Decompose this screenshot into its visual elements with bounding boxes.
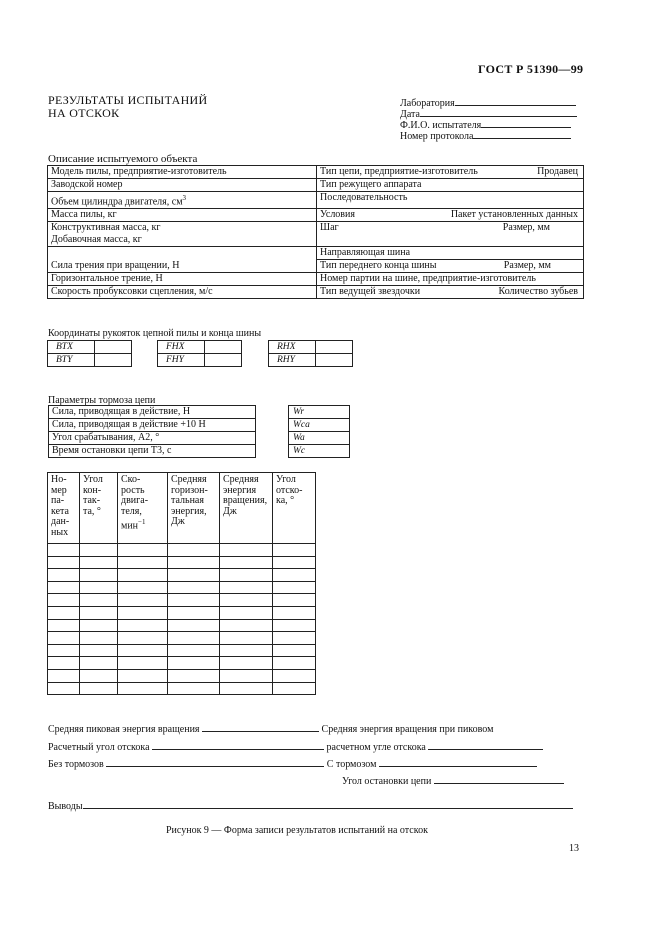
table-row <box>49 406 256 419</box>
result-cell[interactable] <box>220 644 273 657</box>
description-title: Описание испытуемого объекта <box>48 153 198 165</box>
description-cell[interactable]: Направляющая шина Тип переднего конца шины Размер, мм <box>317 247 584 273</box>
result-cell[interactable] <box>118 606 168 619</box>
brake-label: Время остановки цепи Т3, с <box>49 445 256 458</box>
line-chain-stop-angle[interactable]: Угол остановки цепи <box>342 774 564 787</box>
brake-title: Параметры тормоза цепи <box>48 395 156 406</box>
field-date[interactable]: Дата <box>400 107 577 120</box>
description-table <box>47 165 584 299</box>
result-cell[interactable] <box>118 581 168 594</box>
table-row <box>269 354 353 367</box>
results-table <box>47 472 316 695</box>
result-cell[interactable] <box>168 682 220 695</box>
result-cell[interactable] <box>220 632 273 645</box>
table-row <box>48 354 132 367</box>
result-cell[interactable] <box>273 581 316 594</box>
brake-label: Сила, приводящая в действие, Н <box>49 406 256 419</box>
table-row <box>48 619 316 632</box>
brake-label: Угол срабатывания, А2, ° <box>49 432 256 445</box>
coordinates-table-rh <box>268 340 353 367</box>
result-cell[interactable] <box>80 657 118 670</box>
result-cell[interactable] <box>118 544 168 557</box>
result-cell[interactable] <box>220 682 273 695</box>
table-row <box>289 445 350 458</box>
brake-value[interactable]: Wa <box>289 432 350 445</box>
table-row <box>48 222 584 247</box>
description-cell[interactable]: Масса пилы, кг <box>48 209 317 222</box>
result-cell[interactable] <box>80 594 118 607</box>
field-protocol-number[interactable]: Номер протокола <box>400 129 571 142</box>
table-row <box>48 341 132 354</box>
brake-value[interactable]: Wca <box>289 419 350 432</box>
result-cell[interactable] <box>48 669 80 682</box>
result-cell[interactable] <box>118 619 168 632</box>
result-cell[interactable] <box>118 657 168 670</box>
result-cell[interactable] <box>118 669 168 682</box>
table-row <box>48 581 316 594</box>
coord-key: FHY <box>158 354 205 367</box>
table-row <box>48 247 584 273</box>
result-cell[interactable] <box>168 594 220 607</box>
brake-label: Сила, приводящая в действие +10 Н <box>49 419 256 432</box>
line-peak-energy[interactable]: Средняя пиковая энергия вращения Средняя энергия вращения при пиковом <box>48 724 494 735</box>
figure-caption: Рисунок 9 — Форма записи результатов испытаний на отскок <box>166 825 428 836</box>
result-cell[interactable] <box>118 556 168 569</box>
result-cell[interactable] <box>118 569 168 582</box>
result-cell[interactable] <box>118 632 168 645</box>
result-cell[interactable] <box>80 544 118 557</box>
coordinates-title: Координаты рукояток цепной пилы и конца шины <box>48 328 262 339</box>
table-row <box>158 354 242 367</box>
result-cell[interactable] <box>80 569 118 582</box>
header-packet-number: Но- мер па- кета дан- ных <box>48 473 80 544</box>
result-cell[interactable] <box>80 632 118 645</box>
result-cell[interactable] <box>48 606 80 619</box>
table-row <box>48 682 316 695</box>
coord-value[interactable] <box>316 354 353 367</box>
description-cell[interactable]: Номер партии на шине, предприятие-изготовитель <box>317 273 584 286</box>
table-row <box>49 432 256 445</box>
result-cell[interactable] <box>48 544 80 557</box>
form-title-line1: РЕЗУЛЬТАТЫ ИСПЫТАНИЙ <box>48 93 208 107</box>
description-cell[interactable]: Тип режущего аппарата <box>317 179 584 192</box>
description-cell[interactable]: Тип цепи, предприятие-изготовитель Продавец <box>317 166 584 179</box>
coordinates-table-bt <box>47 340 132 367</box>
result-cell[interactable] <box>48 657 80 670</box>
table-row <box>289 432 350 445</box>
result-cell[interactable] <box>168 569 220 582</box>
result-cell[interactable] <box>220 544 273 557</box>
table-row <box>48 179 584 192</box>
description-cell[interactable]: Объем цилиндра двигателя, $см^3$ <box>48 192 317 209</box>
result-cell[interactable] <box>220 657 273 670</box>
description-cell[interactable]: Шаг Размер, мм <box>317 222 584 247</box>
table-row <box>48 273 584 286</box>
brake-value[interactable]: Wr <box>289 406 350 419</box>
table-row <box>48 192 584 209</box>
description-cell[interactable]: Заводской номер <box>48 179 317 192</box>
result-cell[interactable] <box>118 644 168 657</box>
coord-key: FHX <box>158 341 205 354</box>
result-cell[interactable] <box>80 556 118 569</box>
result-cell[interactable] <box>168 657 220 670</box>
coord-value[interactable] <box>205 354 242 367</box>
result-cell[interactable] <box>48 581 80 594</box>
form-title <box>48 94 207 120</box>
form-title-line2: НА ОТСКОК <box>48 106 120 120</box>
result-cell[interactable] <box>273 569 316 582</box>
result-cell[interactable] <box>168 632 220 645</box>
table-row <box>48 556 316 569</box>
table-row <box>48 644 316 657</box>
field-laboratory[interactable]: Лаборатория <box>400 96 576 109</box>
result-cell[interactable] <box>273 682 316 695</box>
description-cell[interactable]: Горизонтальное трение, Н <box>48 273 317 286</box>
result-cell[interactable] <box>168 619 220 632</box>
table-row <box>49 419 256 432</box>
table-row <box>48 669 316 682</box>
header-engine-speed: Ско- рость двига- теля, мин$^{-1}$ <box>118 473 168 544</box>
brake-table <box>48 405 256 458</box>
description-cell[interactable]: Сила трения при вращении, Н <box>48 247 317 273</box>
result-cell[interactable] <box>168 644 220 657</box>
description-cell[interactable]: Условия Пакет установленных данных <box>317 209 584 222</box>
result-cell[interactable] <box>220 569 273 582</box>
table-row <box>48 606 316 619</box>
result-cell[interactable] <box>273 594 316 607</box>
results-header-row <box>48 473 316 544</box>
coord-key: BTX <box>48 341 95 354</box>
result-cell[interactable] <box>80 682 118 695</box>
result-cell[interactable] <box>273 632 316 645</box>
coord-value[interactable] <box>95 341 132 354</box>
result-cell[interactable] <box>168 581 220 594</box>
line-conclusions[interactable]: Выводы <box>48 799 573 812</box>
result-cell[interactable] <box>48 619 80 632</box>
result-cell[interactable] <box>48 644 80 657</box>
line-calculated-angle[interactable]: Расчетный угол отскока расчетном угле отскока <box>48 740 543 753</box>
result-cell[interactable] <box>80 606 118 619</box>
description-cell[interactable]: Тип ведущей звездочки Количество зубьев <box>317 286 584 299</box>
result-cell[interactable] <box>80 581 118 594</box>
table-row <box>48 166 584 179</box>
header-rotation-energy: Средняя энергия вращения, Дж <box>220 473 273 544</box>
result-cell[interactable] <box>80 644 118 657</box>
table-row <box>158 341 242 354</box>
result-cell[interactable] <box>48 632 80 645</box>
result-cell[interactable] <box>48 682 80 695</box>
document-code: ГОСТ Р 51390—99 <box>478 62 584 76</box>
coord-value[interactable] <box>95 354 132 367</box>
result-cell[interactable] <box>220 669 273 682</box>
result-cell[interactable] <box>80 619 118 632</box>
result-cell[interactable] <box>220 619 273 632</box>
result-cell[interactable] <box>168 669 220 682</box>
header-horizontal-energy: Средняя горизон- тальная энергия, Дж <box>168 473 220 544</box>
table-row <box>289 406 350 419</box>
result-cell[interactable] <box>273 619 316 632</box>
table-row <box>48 594 316 607</box>
table-row <box>48 209 584 222</box>
table-row <box>48 632 316 645</box>
brake-values-table <box>288 405 350 458</box>
field-tester-name[interactable]: Ф.И.О. испытателя <box>400 118 571 131</box>
coord-value[interactable] <box>205 341 242 354</box>
header-kickback-angle: Угол отско- ка, ° <box>273 473 316 544</box>
header-contact-angle: Угол кон- так- та, ° <box>80 473 118 544</box>
page-number: 13 <box>569 843 579 854</box>
result-cell[interactable] <box>273 556 316 569</box>
result-cell[interactable] <box>273 657 316 670</box>
description-cell[interactable]: Конструктивная масса, кг Добавочная масса, кг <box>48 222 317 247</box>
result-cell[interactable] <box>273 669 316 682</box>
table-row <box>49 445 256 458</box>
table-row <box>269 341 353 354</box>
result-cell[interactable] <box>273 644 316 657</box>
table-row <box>289 419 350 432</box>
result-cell[interactable] <box>220 594 273 607</box>
result-cell[interactable] <box>48 594 80 607</box>
brake-value[interactable]: Wc <box>289 445 350 458</box>
result-cell[interactable] <box>168 544 220 557</box>
result-cell[interactable] <box>118 594 168 607</box>
result-cell[interactable] <box>168 606 220 619</box>
coordinates-table-fh <box>157 340 242 367</box>
coord-key: RHY <box>269 354 316 367</box>
result-cell[interactable] <box>48 569 80 582</box>
description-cell[interactable]: Скорость пробуксовки сцепления, м/с <box>48 286 317 299</box>
table-row <box>48 657 316 670</box>
result-cell[interactable] <box>220 556 273 569</box>
table-row <box>48 544 316 557</box>
table-row <box>48 286 584 299</box>
coord-key: BTY <box>48 354 95 367</box>
result-cell[interactable] <box>48 556 80 569</box>
result-cell[interactable] <box>273 606 316 619</box>
line-brakes[interactable]: Без тормозов С тормозом <box>48 757 537 770</box>
result-cell[interactable] <box>273 544 316 557</box>
coord-value[interactable] <box>316 341 353 354</box>
result-cell[interactable] <box>168 556 220 569</box>
result-cell[interactable] <box>220 606 273 619</box>
table-row <box>48 569 316 582</box>
description-cell[interactable]: Модель пилы, предприятие-изготовитель <box>48 166 317 179</box>
result-cell[interactable] <box>220 581 273 594</box>
results-body <box>48 544 316 695</box>
result-cell[interactable] <box>118 682 168 695</box>
result-cell[interactable] <box>80 669 118 682</box>
coord-key: RHX <box>269 341 316 354</box>
description-cell[interactable]: Последовательность <box>317 192 584 209</box>
